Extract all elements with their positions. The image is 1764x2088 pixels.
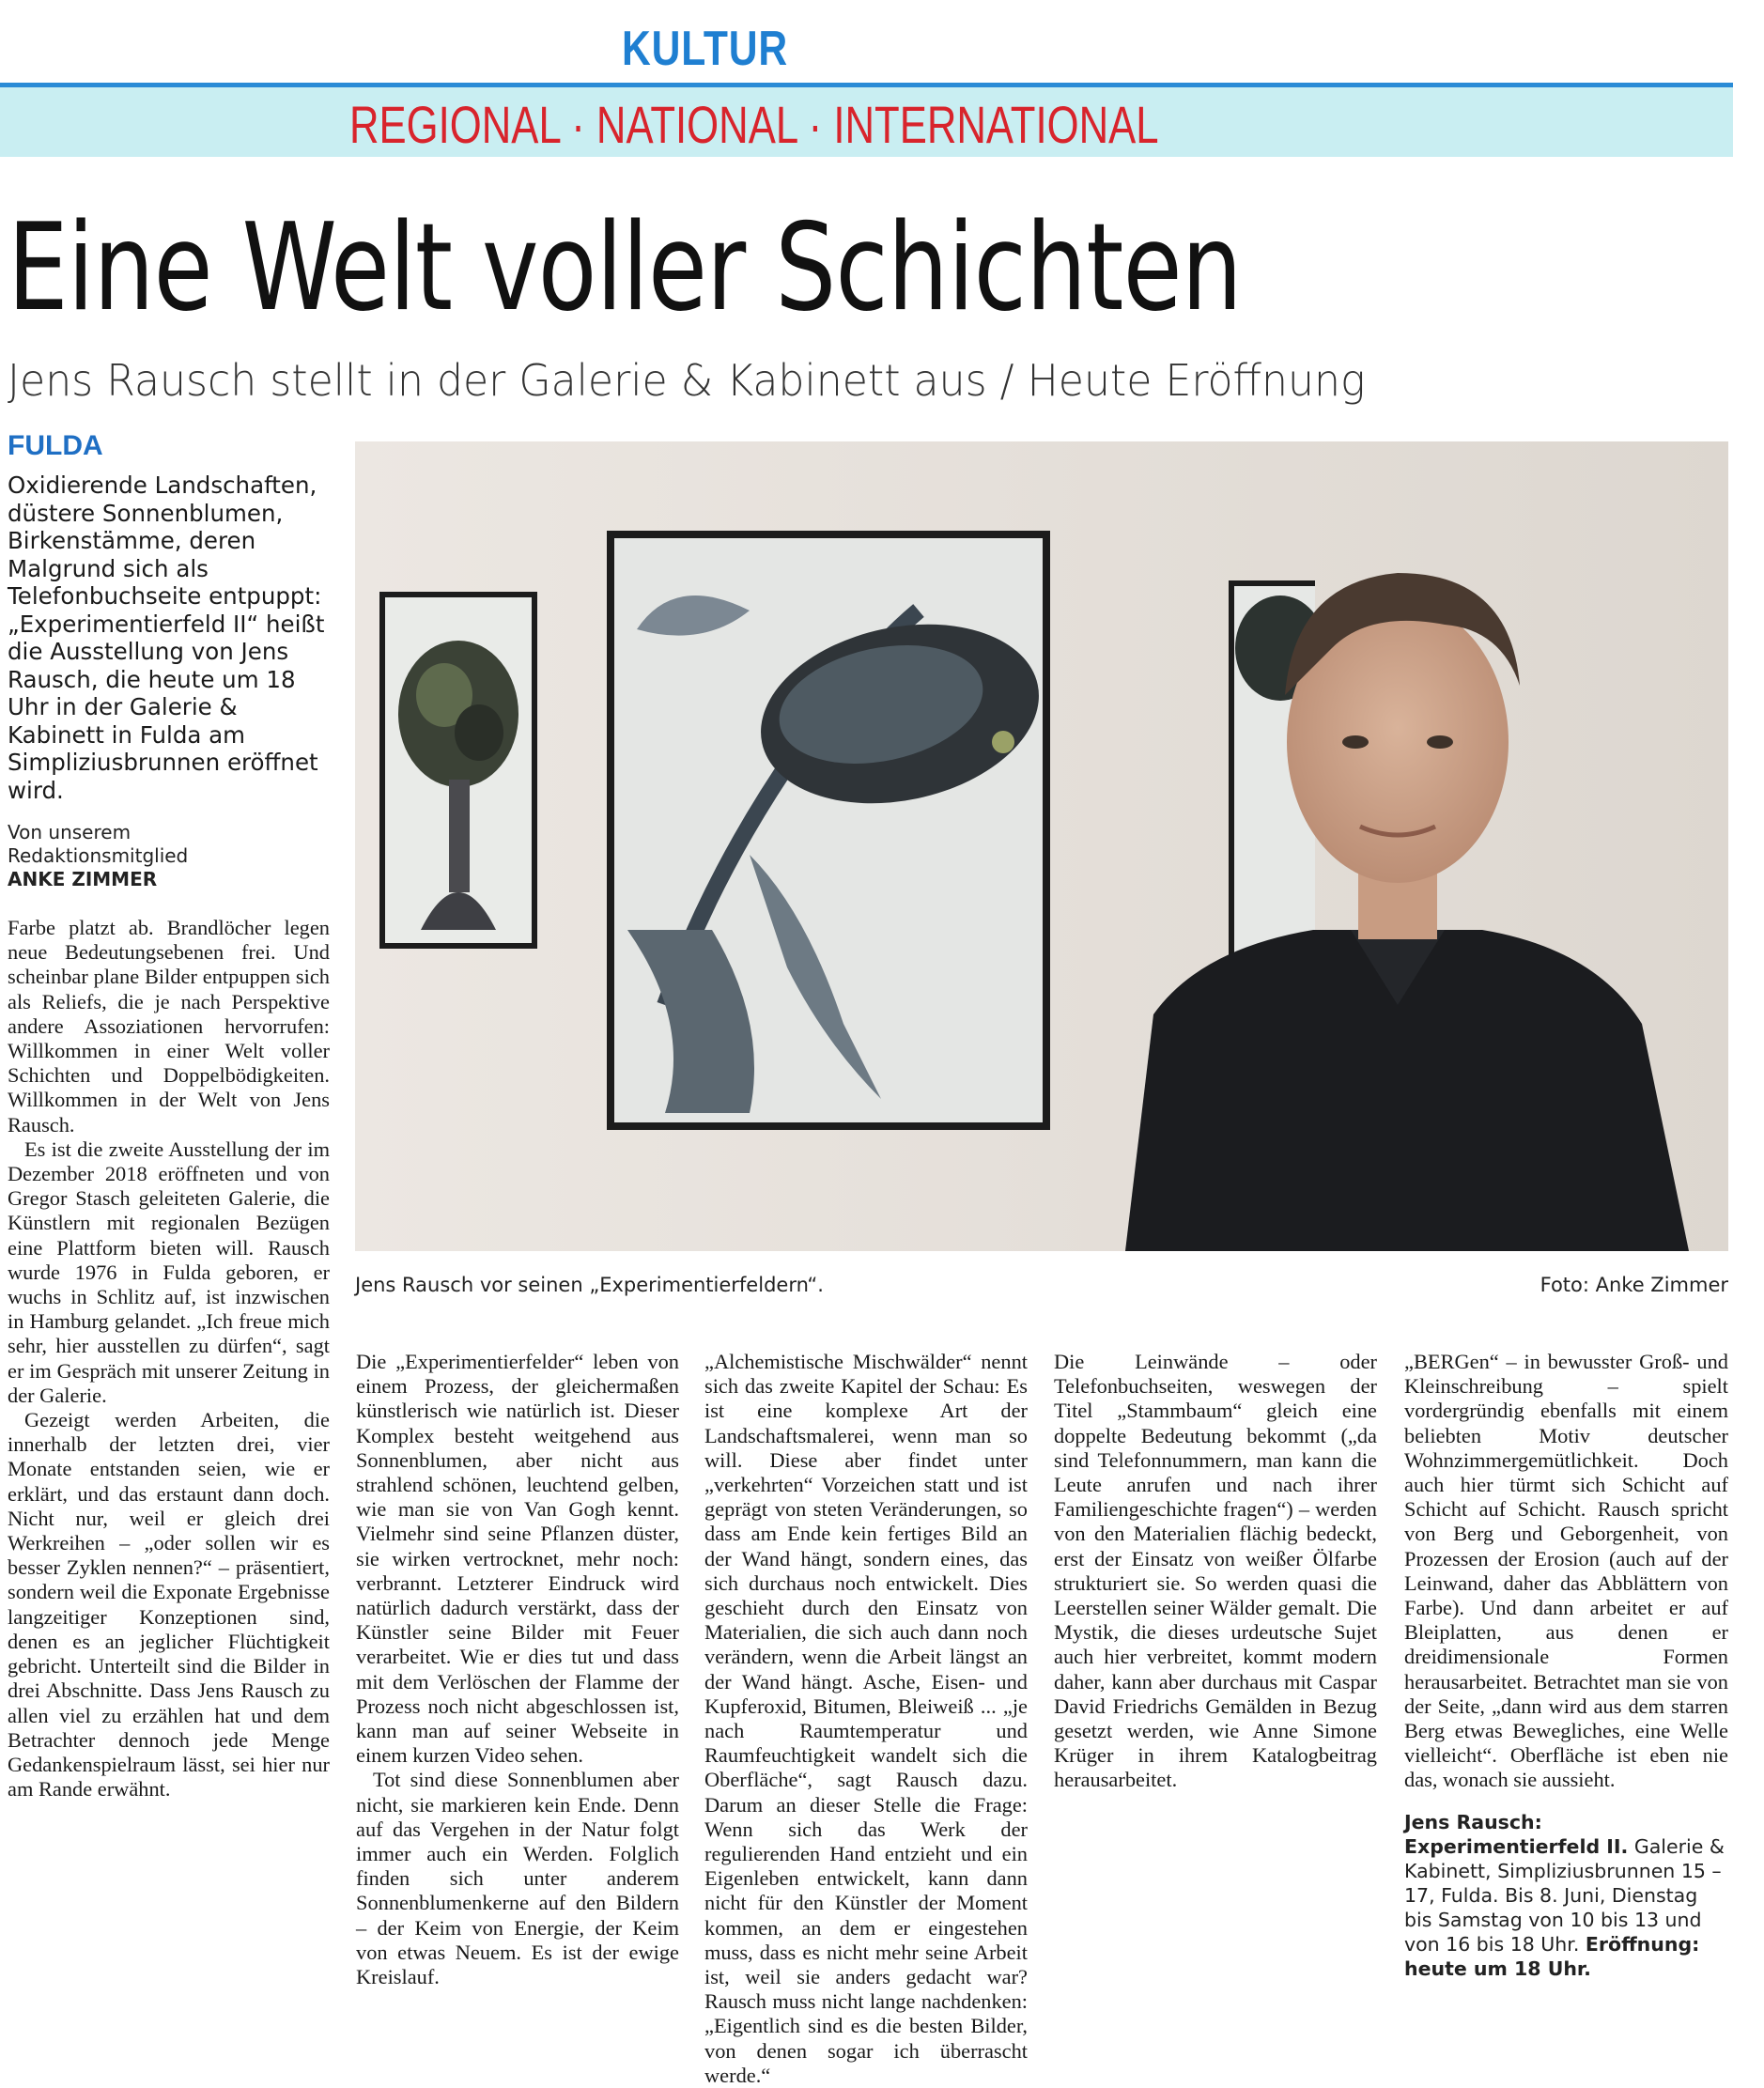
body-paragraph: „BERGen“ – in bewusster Groß- und Kleinschreibung – spielt vordergründig ebenfalls mit einem beliebten Motiv deutscher Wohnzimmergemütlichkeit. Doch auch hier türmt sich Schicht auf Schicht auf Schicht. Rausch spricht von Berg und Geborgenheit, von Prozessen der Erosion (auch auf der Leinwand, daher das Abblättern von Farbe). Und dann arbeitet er auf Bleiplatten, aus denen er dreidimensionale Formen herausarbeitet. Betrachtet man sie von der Seite, „dann wird aus dem starren Berg etwas Bewegliches, eine Welle vielleicht“. Oberfläche ist eben nie das, wonach sie aussieht. — [1404, 1350, 1728, 1792]
section-title: KULTUR — [622, 22, 789, 76]
body-paragraph: Tot sind diese Sonnenblumen aber nicht, sie markieren kein Ende. Denn auf das Vergehen in der Natur folgt immer auch ein Werden. Folglich finden sich unter anderem Sonnenblumenkerne auf den Bildern – der Keim von Energie, der Keim von etwas Neuem. Es ist der ewige Kreislauf. — [356, 1768, 679, 1989]
photo-caption: Jens Rausch vor seinen „Experimentierfeldern“. — [355, 1274, 824, 1296]
body-column-5 — [1404, 1350, 1728, 1981]
info-text: Galerie & Kabinett, Simpliziusbrunnen 15 – 17, Fulda. Bis 8. Juni, Dienstag bis Samstag von 10 bis 13 und von 16 bis 18 Uhr. — [1404, 1834, 1725, 1956]
body-paragraph: „Alchemistische Mischwälder“ nennt sich das zweite Kapitel der Schau: Es ist eine komplexe Art der Landschaftsmalerei, wenn man so will. Diese aber findet unter „verkehrten“ Vorzeichen statt und ist geprägt von steten Veränderungen, so dass am Ende kein fertiges Bild an der Wand hängt, sondern eines, das sich durchaus noch entwickelt. Dies geschieht durch den Einsatz von Materialien, die sich auch dann noch verändern, wenn die Arbeit längst an der Wand hängt. Asche, Eisen- und Kupferoxid, Bitumen, Bleiweiß ... „je nach Raumtemperatur und Raumfeuchtigkeit wandelt sich die Oberfläche“, sagt Rausch dazu. Darum an dieser Stelle die Frage: Wenn sich das Werk der regulierenden Hand entzieht und ein Eigenleben entwickelt, kann dann nicht für den Künstler der Moment kommen, an dem er eingestehen muss, dass es nicht mehr seine Arbeit ist, weil sie anders gedacht war? Rausch muss nicht lange nachdenken: „Eigentlich sind es die besten Bilder, von denen sogar ich überrascht werde.“ — [704, 1350, 1028, 2087]
byline-line2: Redaktionsmitglied — [8, 844, 189, 867]
body-column-4 — [1054, 1350, 1377, 1793]
subheadline: Jens Rausch stellt in der Galerie & Kabinett aus / Heute Eröffnung — [8, 355, 1366, 406]
body-paragraph: Die „Experimentierfelder“ leben von einem Prozess, der gleichermaßen künstlerisch wie natürlich ist. Dieser Komplex besteht weitgehend aus Sonnenblumen, aber nicht aus strahlend schönen, leuchtend gelben, wie man sie von Van Gogh kennt. Vielmehr sind seine Pflanzen düster, sie wirken vertrocknet, mehr noch: verbrannt. Letzterer Eindruck wird natürlich dadurch verstärkt, dass der Künstler seine Bilder mit Feuer verarbeitet. Wie er dies tut und dass mit dem Verlöschen der Flamme der Prozess noch nicht abgeschlossen ist, kann man auf seiner Webseite in einem kurzen Video sehen. — [356, 1350, 679, 1768]
body-column-3 — [704, 1350, 1028, 2088]
body-paragraph: Die Leinwände – oder Telefonbuchseiten, weswegen der Titel „Stammbaum“ gleich eine doppelte Bedeutung bekommt („da sind Telefonnummern, man kann die Leute anrufen und nach ihrer Familiengeschichte fragen“) – werden von den Materialien flächig bedeckt, erst der Einsatz von weißer Ölfarbe strukturiert sie. So werden quasi die Leerstellen seiner Wälder gemalt. Die Mystik, die dieses urdeutsche Sujet auch hier verbreitet, kommt modern daher, kann aber durchaus mit Caspar David Friedrichs Gemälden in Bezug gesetzt werden, wie Anne Simone Krüger in ihrem Katalogbeitrag herausarbeitet. — [1054, 1350, 1377, 1792]
author-name: ANKE ZIMMER — [8, 868, 158, 890]
body-paragraph: Gezeigt werden Arbeiten, die innerhalb der letzten drei, vier Monate entstanden seien, wie er erklärt, und das erstaunt dann doch. Nicht nur, weil er gleich drei Werkreihen – „oder sollen wir es besser Zyklen nennen?“ – präsentiert, sondern weil die Exponate Ergebnisse langzeitiger Konzeptionen sind, denen es an jeglicher Flüchtigkeit gebricht. Unterteilt sind die Bilder in drei Abschnitte. Dass Jens Rausch zu allen viel zu erzählen hat und dem Betrachter dennoch jede Menge Gedankenspielraum lässt, sei hier nur am Rande erwähnt. — [8, 1408, 330, 1802]
info-opening: Eröffnung: heute um 18 Uhr. — [1404, 1932, 1700, 1980]
photo-illustration — [355, 441, 1728, 1251]
headline: Eine Welt voller Schichten — [8, 198, 1242, 338]
exhibition-info-box — [1404, 1810, 1728, 1981]
painting-center — [607, 531, 1056, 1130]
dateline: FULDA — [8, 430, 103, 461]
body-paragraph: Farbe platzt ab. Brandlöcher legen neue Bedeutungsebenen frei. Und scheinbar plane Bilder entpuppen sich als Reliefs, die je nach Perspektive andere Assoziationen hervorrufen: Willkommen in einer Welt voller Schichten und Doppelbödigkeiten. Willkommen in der Welt von Jens Rausch. — [8, 916, 330, 1137]
photo-credit: Foto: Anke Zimmer — [1540, 1274, 1728, 1296]
section-tagline: REGIONAL · NATIONAL · INTERNATIONAL — [349, 95, 1159, 154]
painting-left — [379, 592, 537, 949]
body-column-2 — [356, 1350, 679, 1989]
byline — [8, 821, 336, 891]
lead-paragraph: Oxidierende Landschaften, düstere Sonnenblumen, Birkenstämme, deren Malgrund sich als Telefonbuchseite entpuppt: „Experimentierfeld II“ heißt die Ausstellung von Jens Rausch, die heute um 18 Uhr in der Galerie & Kabinett in Fulda am Simpliziusbrunnen eröffnet wird. — [8, 472, 325, 804]
article-photo — [355, 441, 1728, 1251]
body-paragraph: Es ist die zweite Ausstellung der im Dezember 2018 eröffneten und von Gregor Stasch geleiteten Galerie, die Künstlern mit regionalen Bezügen eine Plattform bieten will. Rausch wurde 1976 in Fulda geboren, er wuchs in Schlitz auf, ist inzwischen in Hamburg gelandet. „Ich freue mich sehr, hier ausstellen zu dürfen“, sagt er im Gespräch mit unserer Zeitung in der Galerie. — [8, 1137, 330, 1407]
info-title: Jens Rausch: Experimentierfeld II. — [1404, 1810, 1629, 1858]
byline-line1: Von unserem — [8, 821, 132, 843]
body-column-1 — [8, 916, 330, 1802]
